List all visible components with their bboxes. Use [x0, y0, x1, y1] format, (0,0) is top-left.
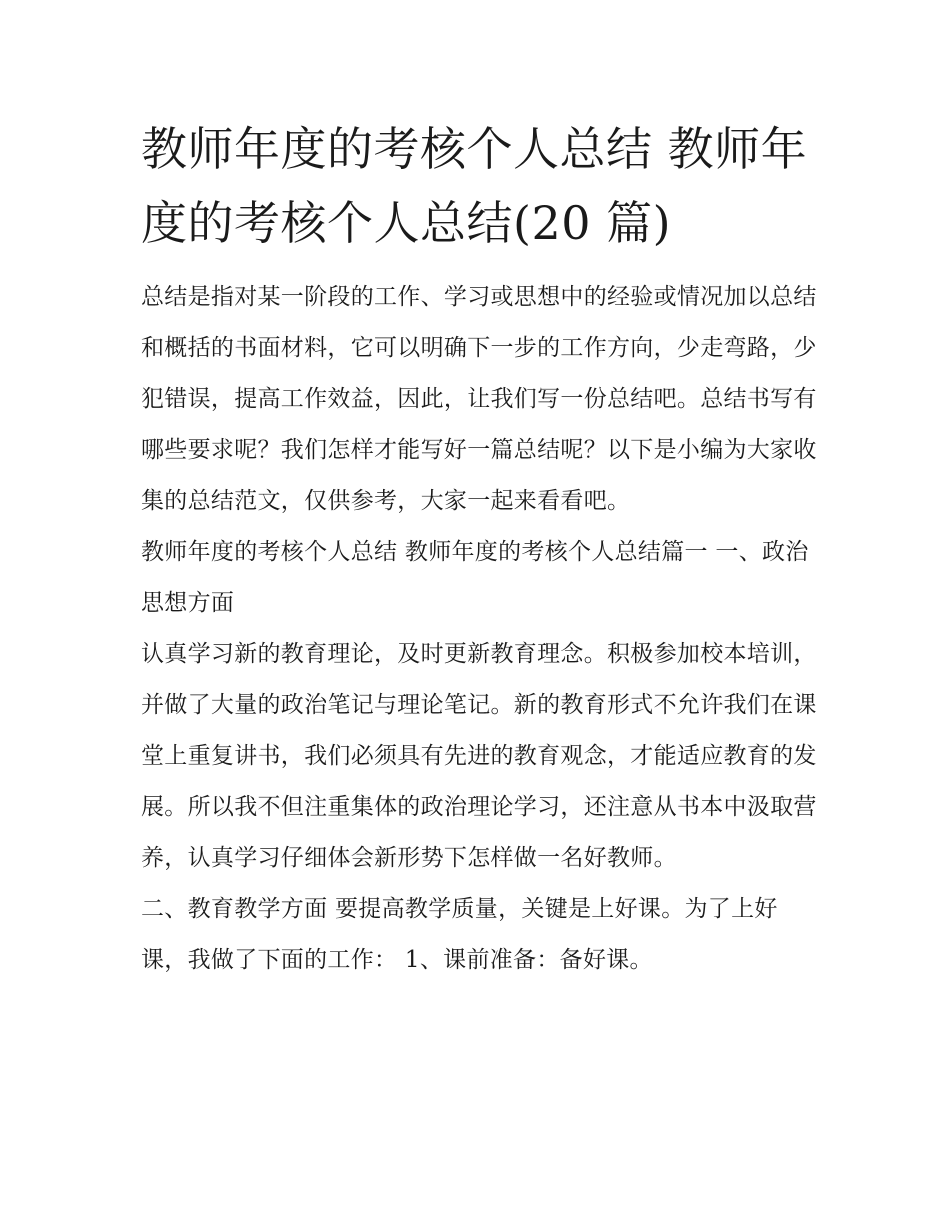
intro-paragraph: 总结是指对某一阶段的工作、学习或思想中的经验或情况加以总结和概括的书面材料，它可以明确下一步的工作方向，少走弯路，少犯错误，提高工作效益，因此，让我们写一份总结吧。总结书写有哪些要求呢？我们怎样才能写好一篇总结呢？以下是小编为大家收集的总结范文，仅供参考，大家一起来看看吧。: [141, 284, 817, 514]
political-thought-paragraph: 认真学习新的教育理论，及时更新教育理念。积极参加校本培训，并做了大量的政治笔记与理论笔记。新的教育形式不允许我们在课堂上重复讲书，我们必须具有先进的教育观念，才能适应教育的发展。所以我不但注重集体的政治理论学习，还注意从书本中汲取营养，认真学习仔细体会新形势下怎样做一名好教师。: [141, 641, 817, 871]
document-title: 教师年度的考核个人总结 教师年度的考核个人总结(20 篇): [141, 122, 808, 250]
document-page: [141, 112, 821, 986]
section-heading-paragraph: 教师年度的考核个人总结 教师年度的考核个人总结篇一 一、政治思想方面: [141, 539, 809, 616]
teaching-paragraph: 二、教育教学方面 要提高教学质量，关键是上好课。为了上好课，我做了下面的工作： 1、课前准备：备好课。: [141, 896, 778, 973]
